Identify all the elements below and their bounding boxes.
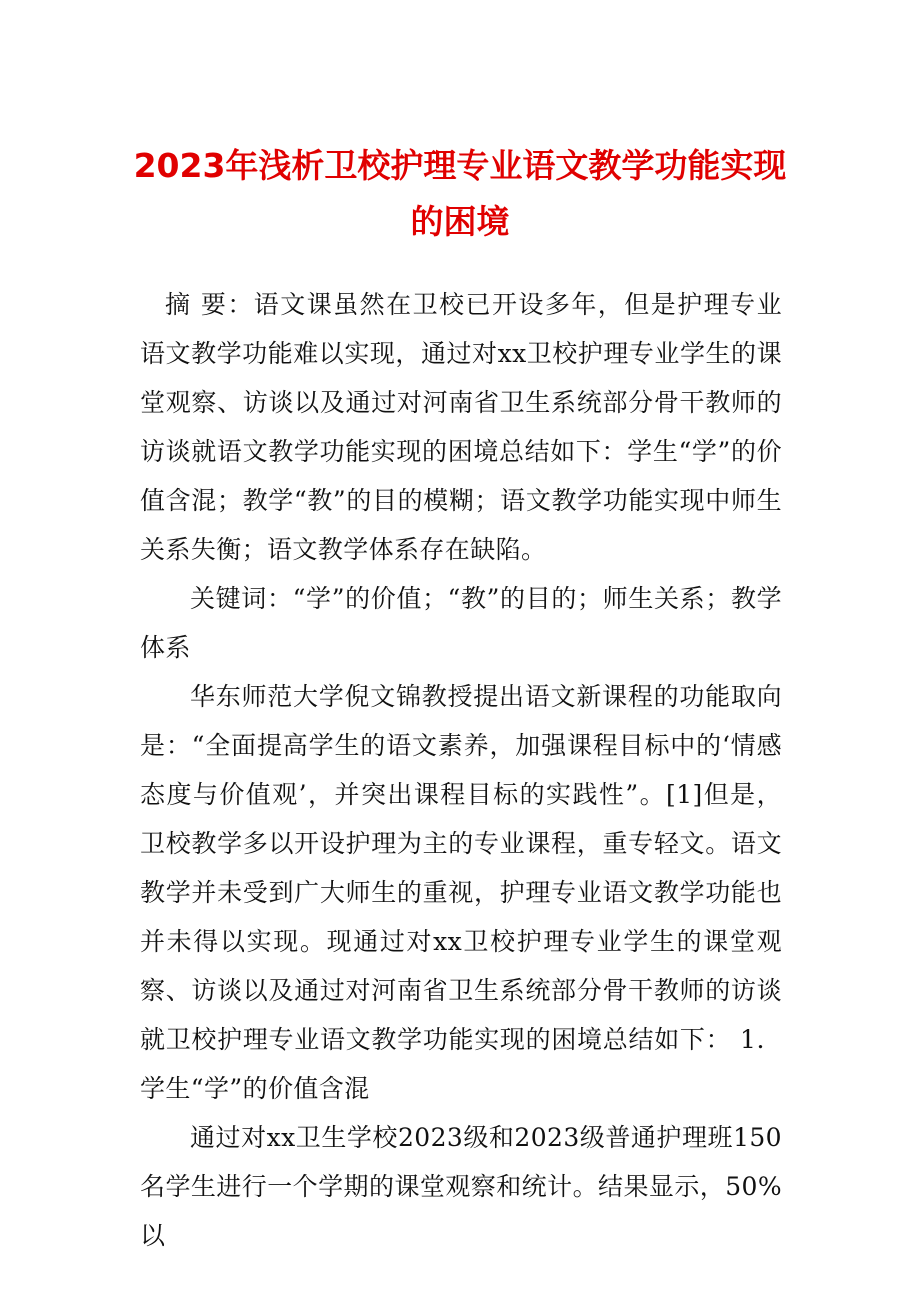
abstract-paragraph: 摘 要：语文课虽然在卫校已开设多年，但是护理专业语文教学功能难以实现，通过对xx卫校护理专业学生的课堂观察、访谈以及通过对河南省卫生系统部分骨干教师的访谈就语文教学功能实现的困境总结如下：学生“学”的价值含混；教学“教”的目的模糊；语文教学功能实现中师生关系失衡；语文教学体系存在缺陷。 [140, 290, 782, 564]
body-paragraph-1: 华东师范大学倪文锦教授提出语文新课程的功能取向是：“全面提高学生的语文素养，加强课程目标中的‘情感态度与价值观’，并突出课程目标的实践性”。[1]但是，卫校教学多以开设护理为主的专业课程，重专轻文。语文教学并未受到广大师生的重视，护理专业语文教学功能也并未得以实现。现通过对xx卫校护理专业学生的课堂观察、访谈以及通过对河南省卫生系统部分骨干教师的访谈就卫校护理专业语文教学功能实现的困境总结如下： 1．学生“学”的价值含混 [140, 682, 782, 1103]
keywords-paragraph: 关键词：“学”的价值；“教”的目的；师生关系；教学体系 [140, 584, 782, 662]
document-body [140, 280, 782, 1260]
document-title: 2023年浅析卫校护理专业语文教学功能实现的困境 [133, 146, 787, 241]
body-paragraph-2: 通过对xx卫生学校2023级和2023级普通护理班150名学生进行一个学期的课堂观察和统计。结果显示，50%以 [140, 1123, 782, 1250]
